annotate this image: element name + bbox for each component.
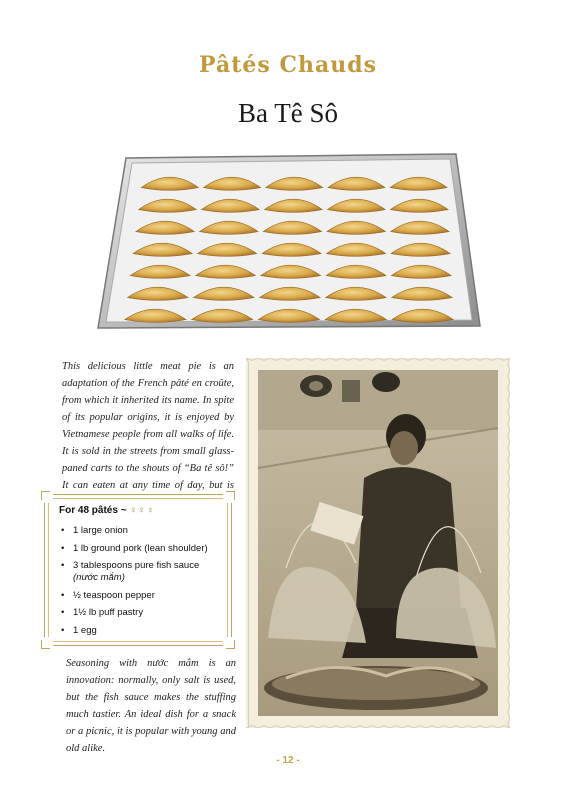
corner-ornament bbox=[223, 491, 235, 503]
ingredient-item: • 3 tablespoons pure fish sauce (nước mắm) bbox=[57, 560, 223, 584]
page-number: - 12 - bbox=[276, 755, 300, 766]
ingredient-list bbox=[57, 525, 223, 642]
ingredient-item: • 1 egg bbox=[57, 625, 223, 637]
outro-paragraph: Seasoning with nước mắm is an innovation: normally, only salt is used, but the fish sauce makes the stuffing much tastier. An ideal dish for a snack or a picnic, it is popular with young and old alike. bbox=[66, 658, 236, 754]
street-vendor-photo bbox=[246, 358, 510, 728]
ingredient-item: • 1½ lb puff pastry bbox=[57, 607, 223, 619]
ingredient-note: (nước mắm) bbox=[73, 572, 125, 583]
corner-ornament bbox=[223, 637, 235, 649]
ingredient-item: • ½ teaspoon pepper bbox=[57, 590, 223, 602]
recipe-heading: For 48 pâtés ~ ♀♀♀ bbox=[59, 505, 155, 516]
recipe-box bbox=[44, 494, 232, 646]
ingredient-item: • 1 lb ground pork (lean shoulder) bbox=[57, 543, 223, 555]
page-subtitle: Ba Tê Sô bbox=[238, 98, 338, 128]
difficulty-icons: ♀♀♀ bbox=[129, 505, 155, 516]
page-title: Pâtés Chauds bbox=[199, 52, 377, 78]
corner-ornament bbox=[41, 637, 53, 649]
ingredient-item: • 1 large onion bbox=[57, 525, 223, 537]
pastry-tray-photo bbox=[96, 150, 482, 330]
corner-ornament bbox=[41, 491, 53, 503]
intro-paragraph: This delicious little meat pie is an adaptation of the French pâté en croûte, from which it inherited its name. In spite of its popular origins, it is enjoyed by Vietnamese people from all walks of life. It is sold in the streets from small glass-paned carts to the shouts of “Ba tê sô!” It can eaten at any time of day, but is bbox=[62, 361, 234, 491]
